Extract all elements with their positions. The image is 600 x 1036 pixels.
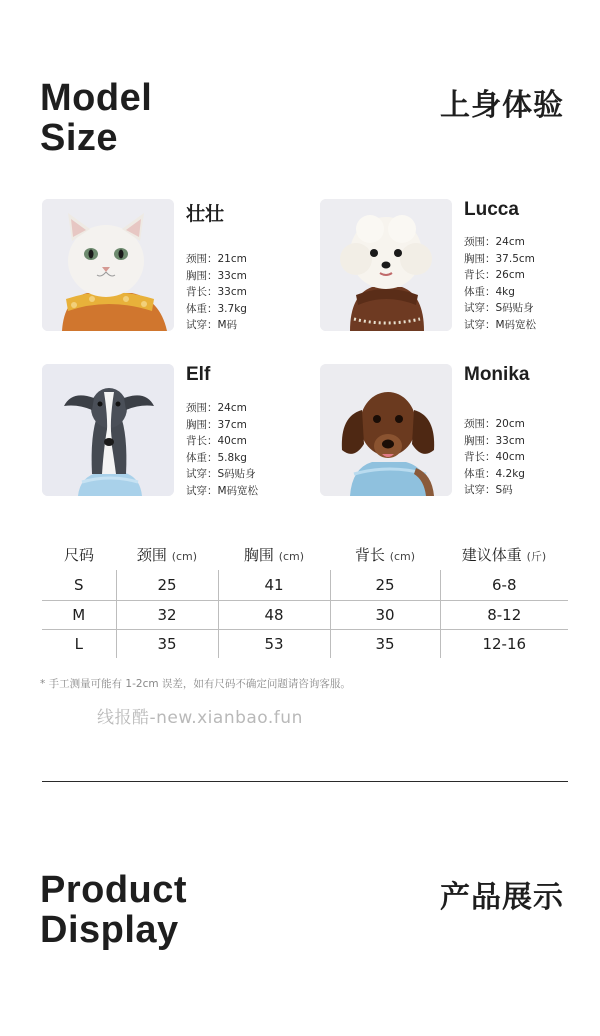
measurement-footnote: * 手工测量可能有 1-2cm 误差，如有尺码不确定问题请咨询客服。 <box>40 678 351 690</box>
spec-back: 背长：40cm <box>186 435 247 447</box>
spec-tryon-s: 试穿：S码贴身 <box>186 468 256 480</box>
white-poodle-in-brown-sweater-photo <box>320 199 452 331</box>
header-unit: (斤) <box>526 549 547 563</box>
spec-weight: 体重：4.2kg <box>464 467 525 480</box>
spec-neck: 颈围：24cm <box>186 402 247 414</box>
spec-back: 背长：26cm <box>464 269 525 281</box>
cell-back: 25 <box>330 570 440 600</box>
model-size-title-line1: Model <box>40 77 153 119</box>
cat-in-orange-sweater-photo <box>42 199 174 331</box>
model-specs <box>186 251 247 334</box>
header-back: 背长 (cm) <box>354 545 416 564</box>
model-specs <box>464 416 525 499</box>
spec-weight: 体重：3.7kg <box>186 302 247 315</box>
table-row <box>42 570 568 600</box>
section-divider <box>42 781 568 782</box>
cell-size: M <box>42 600 116 629</box>
model-size-title <box>40 78 152 158</box>
header-chest: 胸围 (cm) <box>243 545 305 564</box>
cell-chest: 53 <box>218 629 330 658</box>
spec-tryon: 试穿：M码 <box>186 319 238 331</box>
spec-chest: 胸围：37.5cm <box>464 252 535 265</box>
cell-neck: 32 <box>116 600 218 629</box>
spec-weight: 体重：4kg <box>464 285 515 298</box>
model-size-title-line2: Size <box>40 117 119 159</box>
cell-chest: 48 <box>218 600 330 629</box>
header-weight: 建议体重 (斤) <box>461 545 547 564</box>
model-card-elf <box>42 364 312 504</box>
model-name: Monika <box>464 364 530 385</box>
watermark-text: 线报酷-new.xianbao.fun <box>97 708 303 728</box>
spec-neck: 颈围：20cm <box>464 418 525 430</box>
header-unit: (cm) <box>278 549 305 563</box>
model-card-monika <box>320 364 590 504</box>
cell-neck: 25 <box>116 570 218 600</box>
cell-back: 35 <box>330 629 440 658</box>
header-size: 尺码 <box>63 545 94 564</box>
table-row <box>42 629 568 658</box>
model-name: Lucca <box>464 199 519 220</box>
model-specs <box>186 400 258 499</box>
model-size-title-cn: 上身体验 <box>440 88 564 123</box>
model-name: 壮壮 <box>186 204 225 225</box>
spec-chest: 胸围：33cm <box>186 269 247 282</box>
spec-chest: 胸围：33cm <box>464 434 525 447</box>
table-row <box>42 600 568 629</box>
spec-neck: 颈围：24cm <box>464 236 525 248</box>
model-specs <box>464 234 536 333</box>
cell-size: L <box>42 629 116 658</box>
header-neck: 颈围 (cm) <box>136 545 198 564</box>
cell-weight: 6-8 <box>440 570 568 600</box>
cell-neck: 35 <box>116 629 218 658</box>
model-card-zhuangzhuang <box>42 199 312 339</box>
spec-neck: 颈围：21cm <box>186 253 247 265</box>
model-name: Elf <box>186 364 211 385</box>
greyhound-in-blue-sweater-photo <box>42 364 174 496</box>
cell-chest: 41 <box>218 570 330 600</box>
cell-weight: 12-16 <box>440 629 568 658</box>
header-unit: (cm) <box>389 549 416 563</box>
spec-tryon: 试穿：S码 <box>464 484 513 496</box>
cell-size: S <box>73 575 84 594</box>
spec-tryon-m: 试穿：M码宽松 <box>464 318 537 331</box>
spec-back: 背长：40cm <box>464 451 525 463</box>
product-display-title-line1: Product <box>40 869 188 911</box>
size-table <box>42 538 568 658</box>
dachshund-in-blue-sweater-photo <box>320 364 452 496</box>
header-unit: (cm) <box>171 549 198 563</box>
size-table-header-row <box>42 538 568 570</box>
cell-back: 30 <box>330 600 440 629</box>
model-card-lucca <box>320 199 590 339</box>
spec-tryon-s: 试穿：S码贴身 <box>464 302 534 314</box>
product-display-title-line2: Display <box>40 909 179 951</box>
cell-weight: 8-12 <box>440 600 568 629</box>
product-display-title-cn: 产品展示 <box>440 880 564 915</box>
spec-tryon-m: 试穿：M码宽松 <box>186 484 259 497</box>
spec-back: 背长：33cm <box>186 286 247 298</box>
spec-chest: 胸围：37cm <box>186 418 247 431</box>
spec-weight: 体重：5.8kg <box>186 451 247 464</box>
product-display-title <box>40 870 187 950</box>
